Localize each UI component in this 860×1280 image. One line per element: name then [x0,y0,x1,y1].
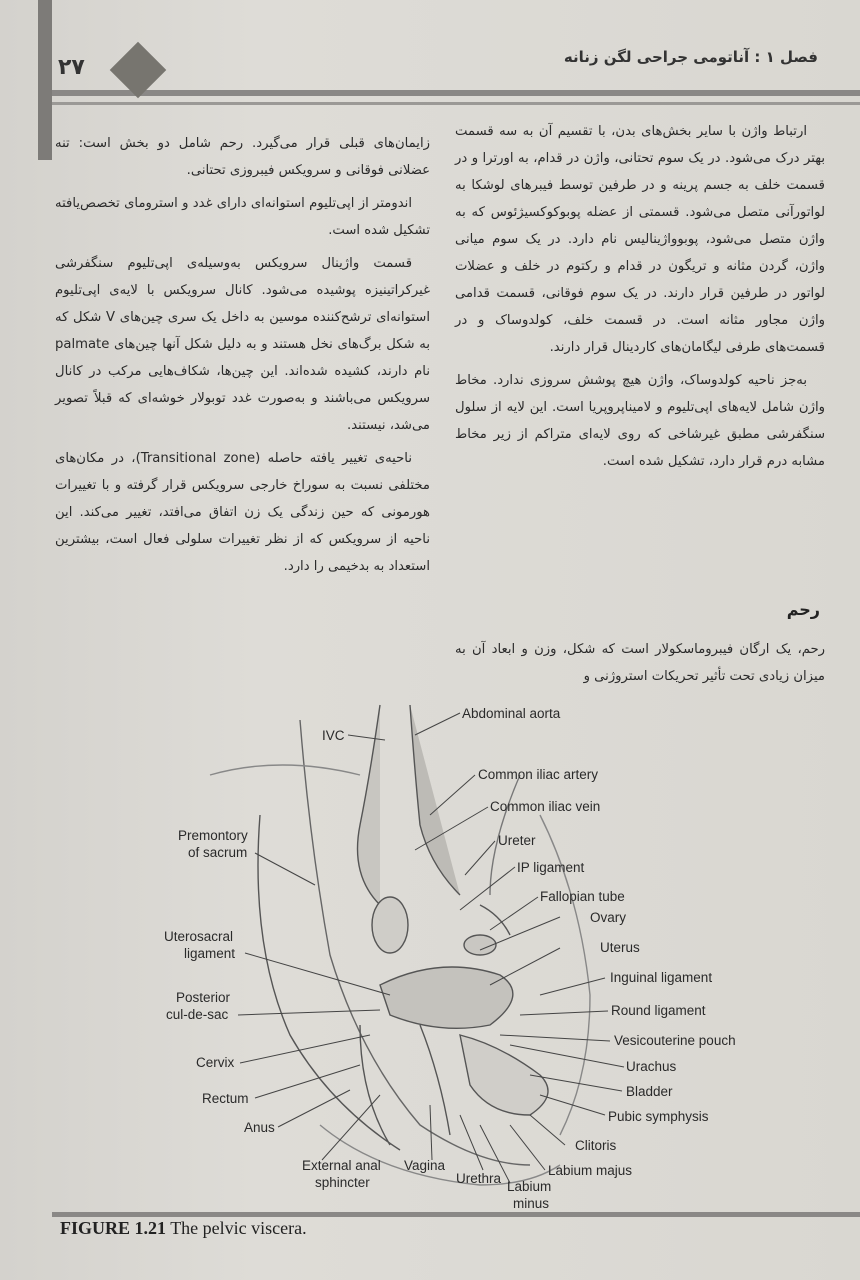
paragraph: به‌جز ناحیه کولدوساک، واژن هیچ پوشش سروزی ندارد. مخاط واژن شامل لایه‌های اپی‌تلیوم و لامیناپروپریا است. این لایه از سلول سنگفرشی مطبق غیرشاخی که روی لایه‌ای متراکم از زیر مخاط مشابه درم قرار دارد، تشکیل شده است. [455,373,825,469]
label-promontory: Premontory [178,828,248,843]
label-labium-majus: Labium majus [548,1163,633,1178]
paragraph: زایمان‌های قبلی قرار می‌گیرد. رحم شامل دو بخش است: تنه عضلانی فوقانی و سرویکس فیبروزی تحتانی. [55,136,430,178]
caption-text: The pelvic viscera. [166,1218,307,1238]
header-rule-thin [52,102,860,105]
paragraph: ارتباط واژن با سایر بخش‌های بدن، با تقسیم آن به سه قسمت بهتر درک می‌شود. در یک سوم تحتانی، واژن در قدام، به اورترا و در قسمت خلف به جسم پرینه و در طرفین توسط فیبرهای لوشکا به لواتورآنی متصل می‌شود. قسمتی از عضله پوبوکوکسیژئوس که به واژن متصل می‌شود، پوبوواژینالیس نام دارد. در یک سوم میانی واژن، گردن مثانه و تریگون در قدام و رکتوم در خلف و عضلات لواتور در طرفین قرار دارند. در یک سوم فوقانی، قسمت قدامی واژن مجاور مثانه است. در قسمت خلف، کولدوساک و در قسمت‌های طرفی لیگامان‌های کاردینال قرار دارند. [455,124,825,355]
pelvic-viscera-figure [60,695,760,1215]
label-ip-ligament: IP ligament [517,860,585,875]
page-number: ۲۷ [58,55,85,80]
label-urachus: Urachus [626,1059,677,1074]
label-rectum: Rectum [202,1091,249,1106]
section-heading: رحم [786,600,820,619]
paragraph: قسمت واژینال سرویکس به‌وسیله‌ی اپی‌تلیوم سنگفرشی غیرکراتینیزه پوشیده می‌شود. کانال سرویکس با لایه‌ی اپی‌تلیوم استوانه‌ای ترشح‌کننده موسین به داخل یک سری چین‌های V شکل که به شکل برگ‌های نخل هستند و به دلیل شکل آنها چین‌های palmate نام دارند، کشیده شده‌اند. این چین‌ها، شکاف‌هایی مرکب در کانال سرویکس می‌باشند و به‌صورت غدد توبولار خوشه‌ای که قبلاً تصویر می‌شد، نیستند. [55,256,430,433]
label-clitoris: Clitoris [575,1138,617,1153]
label-labium: Labium [507,1179,552,1194]
chapter-title: فصل ۱ : آناتومی جراحی لگن زنانه [563,48,818,66]
label-vesicouterine-pouch: Vesicouterine pouch [614,1033,736,1048]
label-ovary: Ovary [590,910,627,925]
label-inguinal-ligament: Inguinal ligament [610,970,713,985]
leader-lines [238,713,627,1183]
label-round-ligament: Round ligament [611,1003,706,1018]
label-of-sacrum: of sacrum [188,845,248,860]
header-rule [52,90,860,96]
page-spine-bar [38,0,52,160]
right-column [455,118,825,481]
figure-caption [60,1218,307,1239]
label-posterior: Posterior [176,990,231,1005]
label-common-iliac-vein: Common iliac vein [490,799,601,814]
caption-label: FIGURE 1.21 [60,1218,167,1238]
paragraph: ناحیه‌ی تغییر یافته حاصله (Transitional zone)، در مکان‌های مختلفی نسبت به سوراخ خارجی سرویکس قرار گرفته و با تغییرات هورمونی که حین زندگی یک زن اتفاق می‌افتد، تغییر می‌کند. این ناحیه از سرویکس که از نظر تغییرات سلولی فعال است، بیشترین استعداد به بدخیمی را دارد. [55,451,430,574]
label-cul-de-sac: cul-de-sac [166,1007,229,1022]
label-minus: minus [513,1196,550,1211]
label-common-iliac-artery: Common iliac artery [478,767,599,782]
label-external-anal: External anal [302,1158,381,1173]
label-anus: Anus [244,1120,275,1135]
label-pubic-symphysis: Pubic symphysis [608,1109,709,1124]
section-body [455,636,825,696]
label-vagina: Vagina [404,1158,446,1173]
label-urethra: Urethra [456,1171,502,1186]
left-column [55,130,430,586]
label-ivc: IVC [322,728,345,743]
paragraph: اندومتر از اپی‌تلیوم استوانه‌ای دارای غدد و استرومای تخصص‌یافته تشکیل شده است. [55,196,430,238]
label-ligament: ligament [184,946,236,961]
label-uterosacral: Uterosacral [164,929,234,944]
label-cervix: Cervix [196,1055,235,1070]
label-uterus: Uterus [600,940,640,955]
paragraph: رحم، یک ارگان فیبروماسکولار است که شکل، وزن و ابعاد آن به میزان زیادی تحت تأثیر تحریکات استروژنی و [455,642,825,684]
label-fallopian-tube: Fallopian tube [540,889,625,904]
label-sphincter: sphincter [315,1175,370,1190]
label-abdominal-aorta: Abdominal aorta [462,706,561,721]
figure-rule [52,1212,860,1217]
label-ureter: Ureter [498,833,536,848]
label-bladder: Bladder [626,1084,673,1099]
